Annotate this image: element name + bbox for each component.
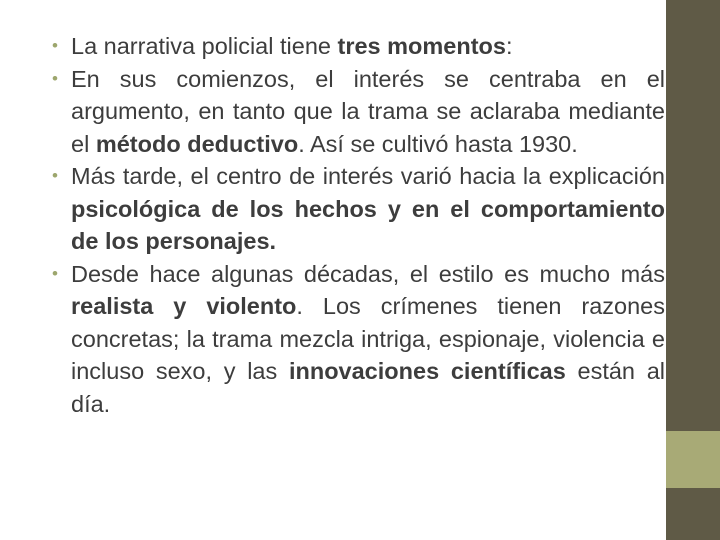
- bullet-4-text-1: Desde hace algunas décadas, el estilo es mucho más: [71, 260, 665, 287]
- bullet-item-4: [50, 258, 665, 421]
- bullet-dot-icon: •: [52, 68, 58, 88]
- bullet-1-text-1: La narrativa policial tiene: [71, 33, 338, 59]
- bullet-dot-icon: •: [52, 36, 58, 55]
- bullet-3-text-1: Más tarde, el centro de interés varió hacia la explicación: [71, 163, 665, 189]
- side-panel-accent: [666, 431, 720, 488]
- bullet-dot-icon: •: [52, 263, 58, 283]
- side-panel-dark-top: [666, 0, 720, 431]
- bullet-1-bold-1: tres momentos: [337, 33, 506, 59]
- bullet-3-bold-1: psicológica de los hechos y en el comportamiento de los personajes.: [71, 195, 665, 254]
- bullet-2-bold-1: método deductivo: [95, 130, 299, 157]
- bullet-item-2: [50, 63, 665, 161]
- bullet-item-1: [50, 30, 665, 63]
- bullet-4-text-3: están al día.: [71, 358, 665, 417]
- bullet-item-3: [50, 160, 665, 258]
- bullet-2-text-2: . Así se cultivó hasta 1930.: [298, 130, 578, 157]
- bullet-dot-icon: •: [52, 166, 58, 185]
- bullet-1-text-2: :: [505, 33, 513, 59]
- slide-body: [50, 30, 665, 420]
- side-panel-dark-bottom: [666, 488, 720, 540]
- bullet-4-bold-2: innovaciones científicas: [288, 358, 566, 384]
- bullet-list: [50, 30, 665, 420]
- bullet-4-bold-1: realista y violento: [71, 293, 297, 319]
- bullet-4-text-2: . Los crímenes tienen razones concretas; la trama mezcla intriga, espionaje, violencia e incluso sexo, y las: [71, 293, 665, 384]
- decorative-side-panel: [666, 0, 720, 540]
- bullet-2-text-1: En sus comienzos, el interés se centraba en el argumento, en tanto que la trama se aclaraba mediante el: [71, 65, 665, 157]
